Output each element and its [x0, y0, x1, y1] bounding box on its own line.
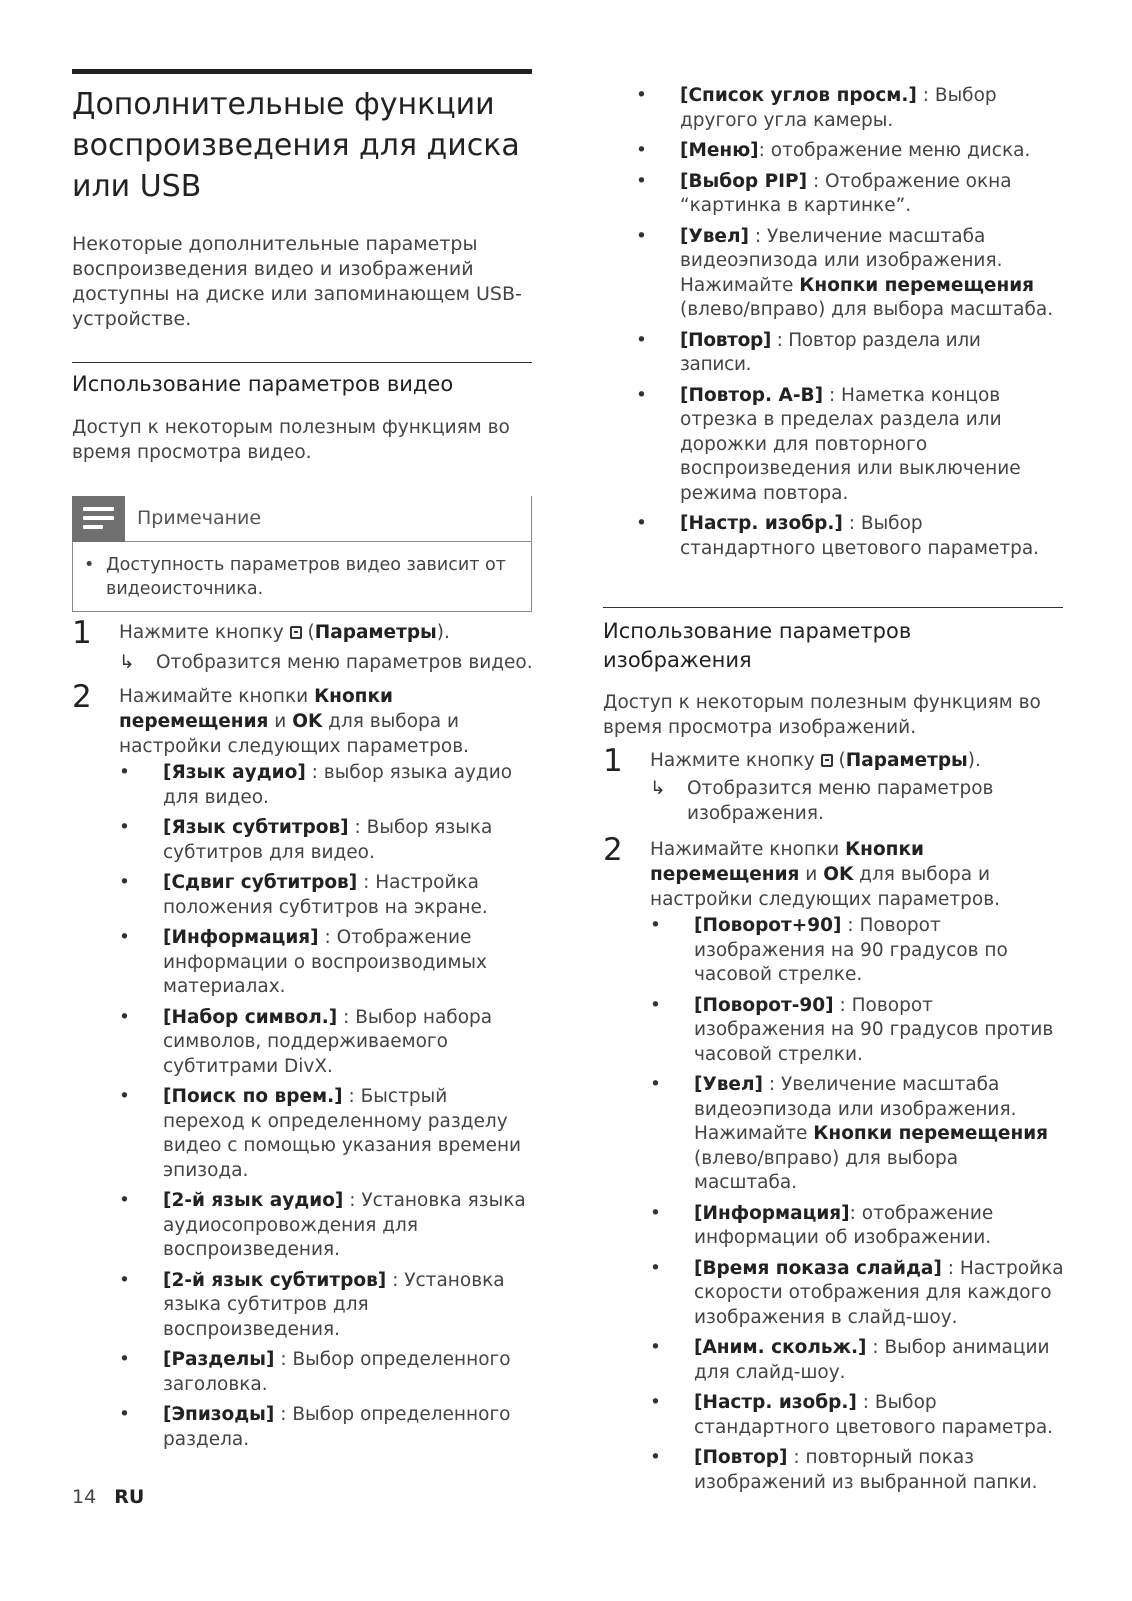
nav-buttons-label: Кнопки перемещения — [119, 686, 393, 732]
bullet-icon: • — [84, 555, 95, 575]
title-rule — [72, 69, 532, 74]
list-item: • [Набор символ.] : Выбор набора символов, поддерживаемого субтитрами DivX. — [119, 1006, 493, 1077]
step-text: и — [268, 711, 293, 732]
list-item: • [Увел] : Увеличение масштаба видеоэпизода или изображения. Нажимайте Кнопки перемещения (влево/вправо) для выбора масштаба. — [636, 225, 1054, 320]
note-item-text: Доступность параметров видео зависит от видеоисточника. — [106, 555, 506, 599]
step-text: Нажмите кнопку — [119, 622, 290, 643]
list-item: • [Язык аудио] : выбор языка аудио для видео. — [119, 762, 513, 808]
list-item: • [Увел] : Увеличение масштаба видеоэпизода или изображения. Нажимайте Кнопки перемещения (влево/вправо) для выбора масштаба. — [650, 1074, 1049, 1193]
options-icon — [290, 626, 302, 639]
list-item: • [Поиск по врем.] : Быстрый переход к определенному разделу видео с помощью указания времени эпизода. — [119, 1086, 522, 1181]
note-item — [84, 553, 524, 601]
step-text: для выбора и настройки следующих параметров. — [650, 864, 1000, 910]
list-item: • [Настр. изобр.] : Выбор стандартного цветового параметра. — [650, 1392, 1054, 1438]
step-number: 1 — [603, 743, 623, 779]
page-number: 14 — [72, 1486, 97, 1508]
list-item: • [Меню]: отображение меню диска. — [636, 140, 1031, 161]
image-section-title: Использование параметров изображения — [603, 619, 912, 672]
result-arrow-icon: ↳ — [650, 778, 666, 799]
note-icon — [72, 496, 125, 542]
step-number: 2 — [72, 679, 92, 715]
step-text: и — [799, 864, 824, 885]
video-options-list — [119, 761, 529, 1458]
step-number: 2 — [603, 832, 623, 868]
list-item: • [Поворот+90] : Поворот изображения на 90 градусов по часовой стрелке. — [650, 915, 1008, 985]
list-item: • [Язык субтитров] : Выбор языка субтитров для видео. — [119, 817, 493, 863]
list-item: • [Выбор PIP] : Отображение окна “картинка в картинке”. — [636, 170, 1012, 216]
step-text: Нажимайте кнопки — [119, 686, 315, 707]
section-rule — [603, 607, 1063, 608]
note-title: Примечание — [137, 507, 262, 529]
nav-buttons-label: Кнопки перемещения — [650, 839, 924, 885]
image-step-2 — [603, 832, 1063, 912]
list-item: • [Список углов просм.] : Выбор другого угла камеры. — [636, 85, 997, 131]
list-item: • [Информация]: отображение информации об изображении. — [650, 1202, 994, 1248]
list-item: • [2-й язык аудио] : Установка языка аудиосопровождения для воспроизведения. — [119, 1190, 526, 1260]
intro-text: Некоторые дополнительные параметры воспроизведения видео и изображений доступны на диске или запоминающем USB-устройстве. — [72, 233, 522, 330]
list-item: • [Время показа слайда] : Настройка скорости отображения для каждого изображения в слайд-шоу. — [650, 1257, 1064, 1328]
step-text: для выбора и настройки следующих параметров. — [119, 711, 469, 757]
list-item: • [Повтор] : повторный показ изображений из выбранной папки. — [650, 1447, 1038, 1493]
list-item: • [Информация] : Отображение информации о воспроизводимых материалах. — [119, 927, 487, 997]
language-code: RU — [114, 1486, 145, 1508]
result-arrow-icon: ↳ — [119, 652, 135, 673]
ok-button-label: OK — [292, 711, 323, 732]
list-item: • [Сдвиг субтитров] : Настройка положения субтитров на экране. — [119, 872, 488, 918]
list-item: • [Разделы] : Выбор определенного заголовка. — [119, 1349, 511, 1395]
options-icon — [821, 754, 833, 767]
video-step-2 — [72, 679, 532, 759]
section-rule — [72, 362, 532, 363]
image-step-1: 1 Нажмите кнопку (Параметры). — [603, 743, 981, 779]
options-button-label: Параметры — [845, 750, 968, 771]
result-text: Отобразится меню параметров видео. — [156, 652, 533, 673]
video-step-1: 1 Нажмите кнопку (Параметры). — [72, 615, 450, 651]
list-item: • [Эпизоды] : Выбор определенного раздела. — [119, 1404, 511, 1450]
note-divider — [125, 541, 531, 542]
step-text: Нажмите кнопку — [650, 750, 821, 771]
list-item: • [2-й язык субтитров] : Установка языка субтитров для воспроизведения. — [119, 1269, 505, 1340]
image-options-list — [650, 914, 1064, 1501]
page-title: Дополнительные функции воспроизведения для диска или USB — [72, 87, 520, 204]
result-text: Отобразится меню параметров изображения. — [687, 778, 994, 824]
list-item: • [Поворот-90] : Поворот изображения на 90 градусов против часовой стрелки. — [650, 994, 1054, 1065]
video-section-title: Использование параметров видео — [72, 372, 454, 396]
image-section-desc: Доступ к некоторым полезным функциям во время просмотра изображений. — [603, 692, 1041, 738]
ok-button-label: OK — [823, 864, 854, 885]
step-number: 1 — [72, 615, 92, 651]
page-footer — [72, 1486, 144, 1508]
image-step-1-result — [650, 776, 1050, 826]
list-item: • [Повтор] : Повтор раздела или записи. — [636, 329, 981, 375]
list-item: • [Аним. скольж.] : Выбор анимации для слайд-шоу. — [650, 1337, 1050, 1383]
video-section-desc: Доступ к некоторым полезным функциям во время просмотра видео. — [72, 417, 510, 463]
options-button-label: Параметры — [314, 622, 437, 643]
step-text: Нажимайте кнопки — [650, 839, 846, 860]
list-item: • [Настр. изобр.] : Выбор стандартного цветового параметра. — [636, 513, 1040, 559]
video-options-list-continued — [636, 84, 1056, 567]
list-item: • [Повтор. A-B] : Наметка концов отрезка в пределах раздела или дорожки для повторного воспроизведения или выключение режима повтора. — [636, 384, 1021, 504]
video-step-1-result — [119, 650, 539, 675]
